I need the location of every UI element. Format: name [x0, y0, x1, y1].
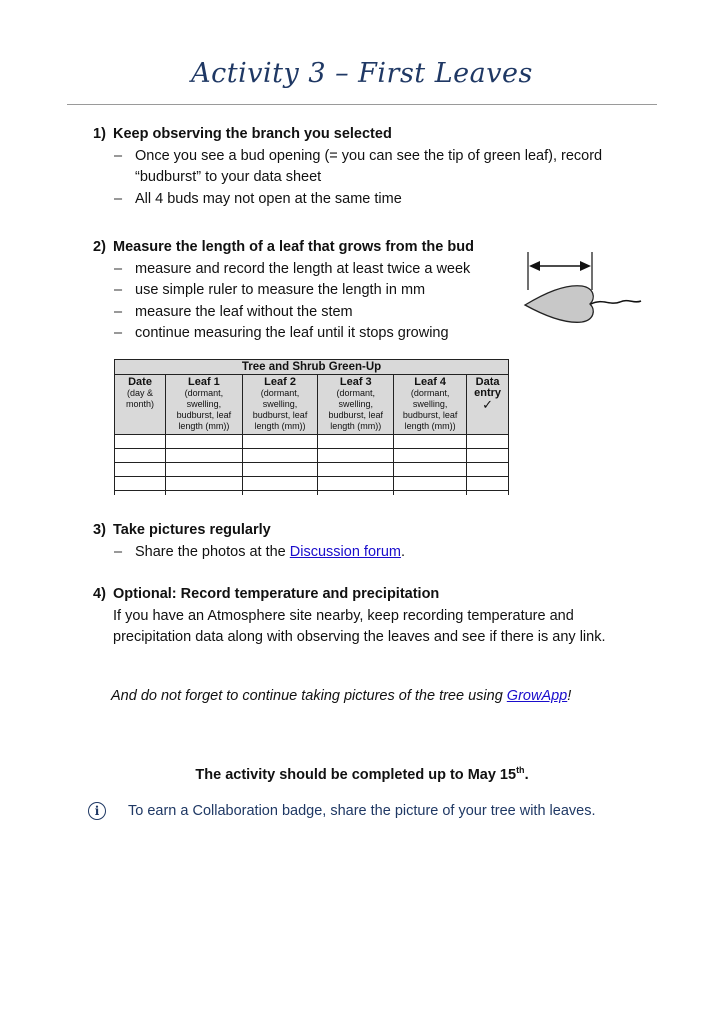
list-item: – All 4 buds may not open at the same time — [114, 189, 653, 211]
table-row — [115, 463, 509, 477]
section-4-paragraph: If you have an Atmosphere site nearby, keep recording temperature and precipitation data along with observing the leaves and see if there is any link. — [113, 607, 606, 645]
list-item: – use simple ruler to measure the length in mm — [114, 280, 513, 302]
section-4-heading: 4) Optional: Record temperature and precipitation — [93, 586, 440, 602]
section-3-heading: 3) Take pictures regularly — [93, 522, 271, 538]
table-row — [115, 477, 509, 491]
table-row — [115, 449, 509, 463]
column-header-leaf-1: Leaf 1 (dormant, swelling, budburst, leaf length (mm)) — [166, 375, 243, 435]
section-3 — [93, 520, 653, 563]
deadline-text: The activity should be completed up to May 15th. — [195, 765, 529, 783]
growapp-link[interactable]: GrowApp — [506, 688, 568, 704]
checkmark-icon: ✓ — [482, 397, 494, 412]
list-item: – Share the photos at the Discussion forum. — [114, 542, 653, 564]
green-up-data-table — [114, 359, 509, 495]
badge-text: To earn a Collaboration badge, share the picture of your tree with leaves. — [128, 803, 596, 819]
list-item: – Once you see a bud opening (= you can see the tip of green leaf), record “budburst” to your data sheet — [114, 146, 653, 189]
page-title: Activity 3 – First Leaves — [191, 58, 533, 89]
growapp-note: And do not forget to continue taking pictures of the tree using GrowApp! — [111, 688, 572, 704]
table-caption: Tree and Shrub Green-Up — [115, 360, 509, 375]
column-header-leaf-2: Leaf 2 (dormant, swelling, budburst, leaf length (mm)) — [242, 375, 318, 435]
leaf-measurement-diagram — [520, 248, 645, 328]
list-item: – continue measuring the leaf until it stops growing — [114, 323, 513, 345]
section-4 — [93, 584, 653, 649]
column-header-data-entry: Data entry ✓ — [467, 375, 509, 435]
title-divider — [67, 104, 657, 105]
section-2 — [93, 237, 513, 345]
info-icon: i — [88, 802, 106, 820]
column-header-date: Date (day & month) — [115, 375, 166, 435]
discussion-forum-link[interactable]: Discussion forum — [289, 543, 401, 560]
collaboration-badge-info — [88, 802, 596, 820]
table-row — [115, 435, 509, 449]
list-item: – measure the leaf without the stem — [114, 302, 513, 324]
column-header-leaf-3: Leaf 3 (dormant, swelling, budburst, leaf length (mm)) — [318, 375, 394, 435]
column-header-leaf-4: Leaf 4 (dormant, swelling, budburst, leaf length (mm)) — [394, 375, 467, 435]
section-1 — [93, 124, 653, 210]
table-row — [115, 491, 509, 496]
section-2-heading: 2) Measure the length of a leaf that grows from the bud — [93, 239, 474, 255]
list-item: – measure and record the length at least twice a week — [114, 259, 513, 281]
section-1-heading: 1) Keep observing the branch you selected — [93, 126, 392, 142]
